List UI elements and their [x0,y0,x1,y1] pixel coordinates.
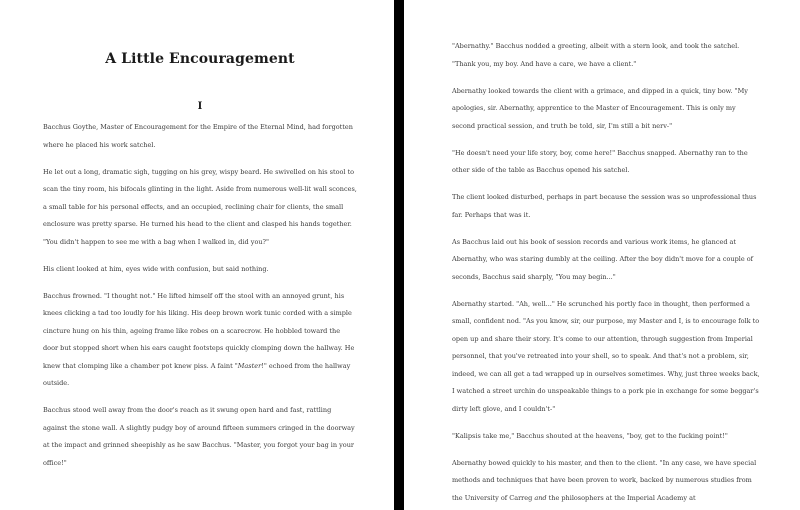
right-page [404,0,800,510]
chapter-number: I [197,101,203,112]
paragraph-text: "Kalipsis take me," Bacchus shouted at the heavens, "boy, get to the fucking point!" [452,431,728,440]
paragraph-text: Bacchus stood well away from the door's reach as it swung open hard and fast, rattling against the stone wall. A slightly pudgy boy of around fifteen summers cringed in the doorway at the impact and grinned sheepishly as he saw Bacchus. "Master, you forgot your bag in your office!" [43,406,355,467]
paragraph-text: Abernathy looked towards the client with a grimace, and dipped in a quick, tiny bow. "My apologies, sir. Abernathy, apprentice to the Master of Encouragement. This is only my second practical session, and truth be told, sir, I'm still a bit nerv-" [452,86,748,130]
paragraph [452,234,760,287]
right-page-text [452,38,760,507]
book-title: A Little Encouragement [105,51,295,67]
paragraph [43,402,357,472]
paragraph [43,119,357,154]
emphasis-text: Master [237,361,262,370]
left-page [0,0,394,510]
page-gutter [394,0,404,510]
paragraph [452,428,760,446]
paragraph-text: As Bacchus laid out his book of session records and various work items, he glanced at Abernathy, who was staring dumbly at the ceiling. After the boy didn't move for a couple of seconds, Bacchus said sharply, "You may begin..." [452,237,754,281]
paragraph-text: !" echoed from the hallway outside. [43,361,351,387]
right-page-content [404,0,800,510]
paragraph [43,261,357,279]
paragraph-text: The client looked disturbed, perhaps in part because the session was so unprofessional thus far. Perhaps that was it. [452,193,757,219]
paragraph-text: "Abernathy." Bacchus nodded a greeting, albeit with a stern look, and took the satchel. "Thank you, my boy. And have a care, we have a client." [452,42,740,68]
paragraph-text: He let out a long, dramatic sigh, tugging on his grey, wispy beard. He swivelled on his stool to scan the tiny room, his bifocals glinting in the light. Aside from numerous well-lit wall sconces, a small table for his personal effects, and an occupied, reclining chair for clients, the small enclosure was pretty sparse. He turned his head to the client and clasped his hands together. "You didn't happen to see me with a bag when I walked in, did you?" [43,167,357,246]
paragraph-text: Bacchus Goythe, Master of Encouragement for the Empire of the Eternal Mind, had forgotten where he placed his work satchel. [43,123,353,149]
paragraph [452,38,760,73]
paragraph [452,455,760,508]
paragraph-text: Abernathy bowed quickly to his master, and then to the client. "In any case, we have special methods and techniques that have been proven to work, backed by numerous studies from the University of Carreg [452,458,757,502]
paragraph [452,145,760,180]
paragraph-text: "He doesn't need your life story, boy, come here!" Bacchus snapped. Abernathy ran to the other side of the table as Bacchus opened his satchel. [452,148,748,174]
paragraph-text: Abernathy started. "Ah, well..." He scrunched his portly face in thought, then performed a small, confident nod. "As you know, sir, our purpose, my Master and I, is to encourage folk to open up and share their story. It's come to our attention, through suggestion from Imperial personnel, that you've retreated into your shell, so to speak. And that's not a problem, sir, indeed, we can all get a tad wrapped up in ourselves sometimes. Why, just three weeks back, I watched a street urchin do unspeakable things to a pork pie in exchange for some beggar's dirty left glove, and I couldn't-" [452,299,760,413]
emphasis-text: and [534,493,547,502]
paragraph [452,189,760,224]
paragraph-text: the philosophers at the Imperial Academy at [546,493,696,502]
paragraph [43,164,357,252]
left-page-content [0,0,394,482]
paragraph-text: Bacchus frowned. "I thought not." He lifted himself off the stool with an annoyed grunt, his knees clicking a tad too loudly for his liking. His deep brown work tunic corded with a simple cincture hung on his thin, ageing frame like robes on a scarecrow. He hobbled toward the door but stopped short when his ears caught footsteps quickly clomping down the hallway. He knew that clomping like a chamber pot knew piss. A faint " [43,291,355,370]
left-page-text [43,119,357,472]
paragraph [43,288,357,393]
paragraph-text: His client looked at him, eyes wide with confusion, but said nothing. [43,264,269,273]
paragraph [452,296,760,419]
paragraph [452,83,760,136]
